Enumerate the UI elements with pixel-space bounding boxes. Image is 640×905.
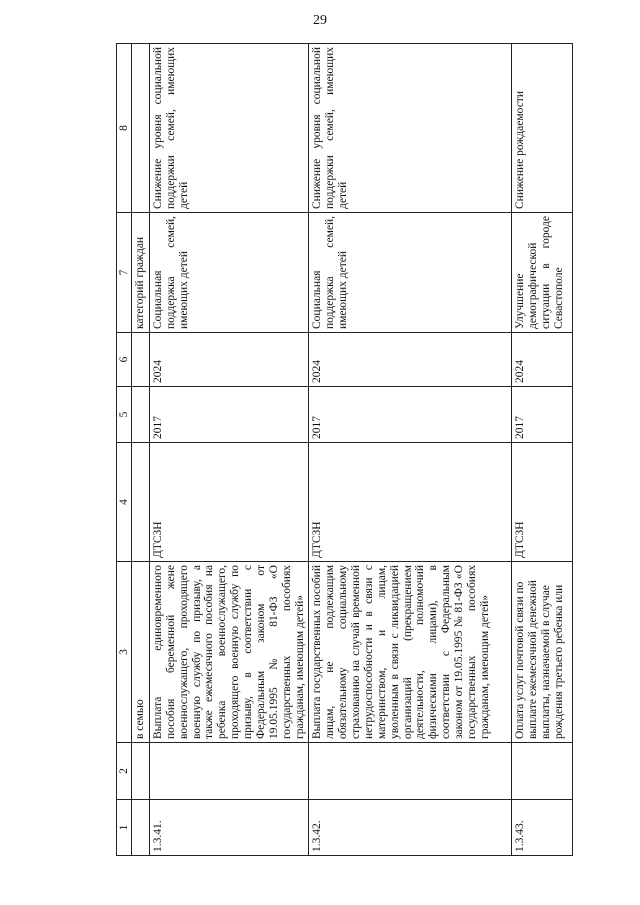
consequence: Снижение уровня социальной поддержки семей, имеющих детей (149, 44, 309, 213)
executor: ДТСЗН (512, 443, 573, 562)
consequence: Снижение уровня социальной поддержки семей, имеющих детей (309, 44, 512, 213)
cont-cell-3: в семью (132, 562, 150, 743)
end-year: 2024 (149, 333, 309, 387)
continuation-row (132, 44, 150, 856)
col-header-6: 6 (117, 333, 132, 387)
table-row (512, 44, 573, 856)
cont-cell-8 (132, 44, 150, 213)
measures-table (116, 43, 573, 856)
end-year: 2024 (309, 333, 512, 387)
col-header-7: 7 (117, 213, 132, 333)
row-number: 1.3.42. (309, 800, 512, 856)
row-number: 1.3.41. (149, 800, 309, 856)
executor: ДТСЗН (309, 443, 512, 562)
table-row (309, 44, 512, 856)
start-year: 2017 (512, 387, 573, 443)
col-header-5: 5 (117, 387, 132, 443)
cont-cell-4 (132, 443, 150, 562)
rotated-table-container (116, 44, 573, 856)
col-header-2: 2 (117, 743, 132, 800)
measure-name: Выплата государственных пособий лицам, не подлежащим обязательному социальному страхованию на случай временной нетрудоспособности и в связи с материнством, и лицам, уволенным в связи с ликвидацией организаций (прекращением деятельности, полномочий физическими лицами), в соответствии с Федеральным законом от 19.05.1995 № 81-ФЗ «О государственных пособиях гражданам, имеющим детей» (309, 562, 512, 743)
cont-cell-1 (132, 800, 150, 856)
expected-result: Улучшение демографической ситуации в городе Севастополе (512, 213, 573, 333)
page-number: 29 (313, 13, 327, 28)
cont-cell-7: категорий граждан (132, 213, 150, 333)
executor: ДТСЗН (149, 443, 309, 562)
empty-cell (309, 743, 512, 800)
start-year: 2017 (149, 387, 309, 443)
cont-cell-6 (132, 333, 150, 387)
empty-cell (149, 743, 309, 800)
header-row (117, 44, 132, 856)
col-header-4: 4 (117, 443, 132, 562)
table-row (149, 44, 309, 856)
col-header-3: 3 (117, 562, 132, 743)
cont-cell-5 (132, 387, 150, 443)
cont-cell-2 (132, 743, 150, 800)
expected-result: Социальная поддержка семей, имеющих детей (309, 213, 512, 333)
empty-cell (512, 743, 573, 800)
consequence: Снижение рождаемости (512, 44, 573, 213)
measure-name: Выплата единовременного пособия беременной жене военнослужащего, проходящего военную службу по призыву, а также ежемесячного пособия на ребенка военнослужащего, проходящего военную службу по призыву, в соответствии с Федеральным законом от 19.05.1995 № 81-ФЗ «О государственных пособиях гражданам, имеющим детей» (149, 562, 309, 743)
start-year: 2017 (309, 387, 512, 443)
col-header-8: 8 (117, 44, 132, 213)
measure-name: Оплата услуг почтовой связи по выплате ежемесячной денежной выплаты, назначаемой в случае рождения третьего ребенка или (512, 562, 573, 743)
end-year: 2024 (512, 333, 573, 387)
expected-result: Социальная поддержка семей, имеющих детей (149, 213, 309, 333)
col-header-1: 1 (117, 800, 132, 856)
row-number: 1.3.43. (512, 800, 573, 856)
